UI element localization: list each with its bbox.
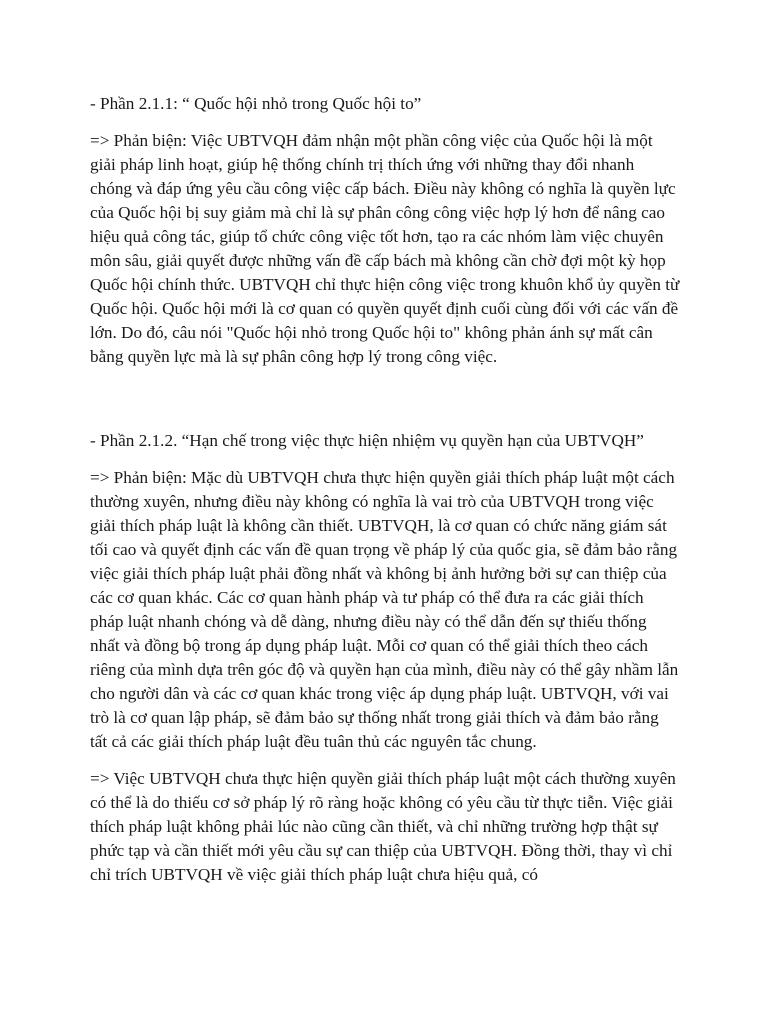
rebuttal-paragraph-2-1-2: => Phản biện: Mặc dù UBTVQH chưa thực hiện quyền giải thích pháp luật một cách thường xuyên, nhưng điều này không có nghĩa là vai trò của UBTVQH trong việc giải thích pháp luật là không cần thiết. UBTVQH, là cơ quan có chức năng giám sát tối cao và quyết định các vấn đề quan trọng về pháp lý của quốc gia, sẽ đảm bảo rằng việc giải thích pháp luật phải đồng nhất và không bị ảnh hưởng bởi sự can thiệp của các cơ quan khác. Các cơ quan hành pháp và tư pháp có thể đưa ra các giải thích pháp luật nhanh chóng và dễ dàng, nhưng điều này có thể dẫn đến sự thiếu thống nhất và đồng bộ trong áp dụng pháp luật. Mỗi cơ quan có thể giải thích theo cách riêng của mình dựa trên góc độ và quyền hạn của mình, điều này có thể gây nhầm lẫn cho người dân và các cơ quan khác trong việc áp dụng pháp luật. UBTVQH, với vai trò là cơ quan lập pháp, sẽ đảm bảo sự thống nhất trong giải thích và đảm bảo rằng tất cả các giải thích pháp luật đều tuân thủ các nguyên tắc chung. (90, 468, 679, 751)
section-heading-2-1-2: - Phần 2.1.2. “Hạn chế trong việc thực hiện nhiệm vụ quyền hạn của UBTVQH” (90, 431, 644, 450)
continuation-paragraph-2-1-2: => Việc UBTVQH chưa thực hiện quyền giải thích pháp luật một cách thường xuyên có thể là do thiếu cơ sở pháp lý rõ ràng hoặc không có yêu cầu từ thực tiễn. Việc giải thích pháp luật không phải lúc nào cũng cần thiết, và chỉ những trường hợp thật sự phức tạp và cần thiết mới yêu cầu sự can thiệp của UBTVQH. Đồng thời, thay vì chỉ chỉ trích UBTVQH về việc giải thích pháp luật chưa hiệu quả, có (90, 769, 676, 884)
rebuttal-paragraph-2-1-1: => Phản biện: Việc UBTVQH đảm nhận một phần công việc của Quốc hội là một giải pháp linh hoạt, giúp hệ thống chính trị thích ứng với những thay đổi nhanh chóng và đáp ứng yêu cầu công việc cấp bách. Điều này không có nghĩa là quyền lực của Quốc hội bị suy giảm mà chỉ là sự phân công công việc hợp lý hơn để nâng cao hiệu quả công tác, giúp tổ chức công việc tốt hơn, tạo ra các nhóm làm việc chuyên môn sâu, giải quyết được những vấn đề cấp bách mà không cần chờ đợi một kỳ họp Quốc hội chính thức. UBTVQH chỉ thực hiện công việc trong khuôn khổ ủy quyền từ Quốc hội. Quốc hội mới là cơ quan có quyền quyết định cuối cùng đối với các vấn đề lớn. Do đó, câu nói "Quốc hội nhỏ trong Quốc hội to" không phản ánh sự mất cân bằng quyền lực mà là sự phân công hợp lý trong công việc. (90, 131, 680, 366)
section-spacer (90, 382, 680, 429)
section-heading-2-1-1: - Phần 2.1.1: “ Quốc hội nhỏ trong Quốc hội to” (90, 94, 422, 113)
